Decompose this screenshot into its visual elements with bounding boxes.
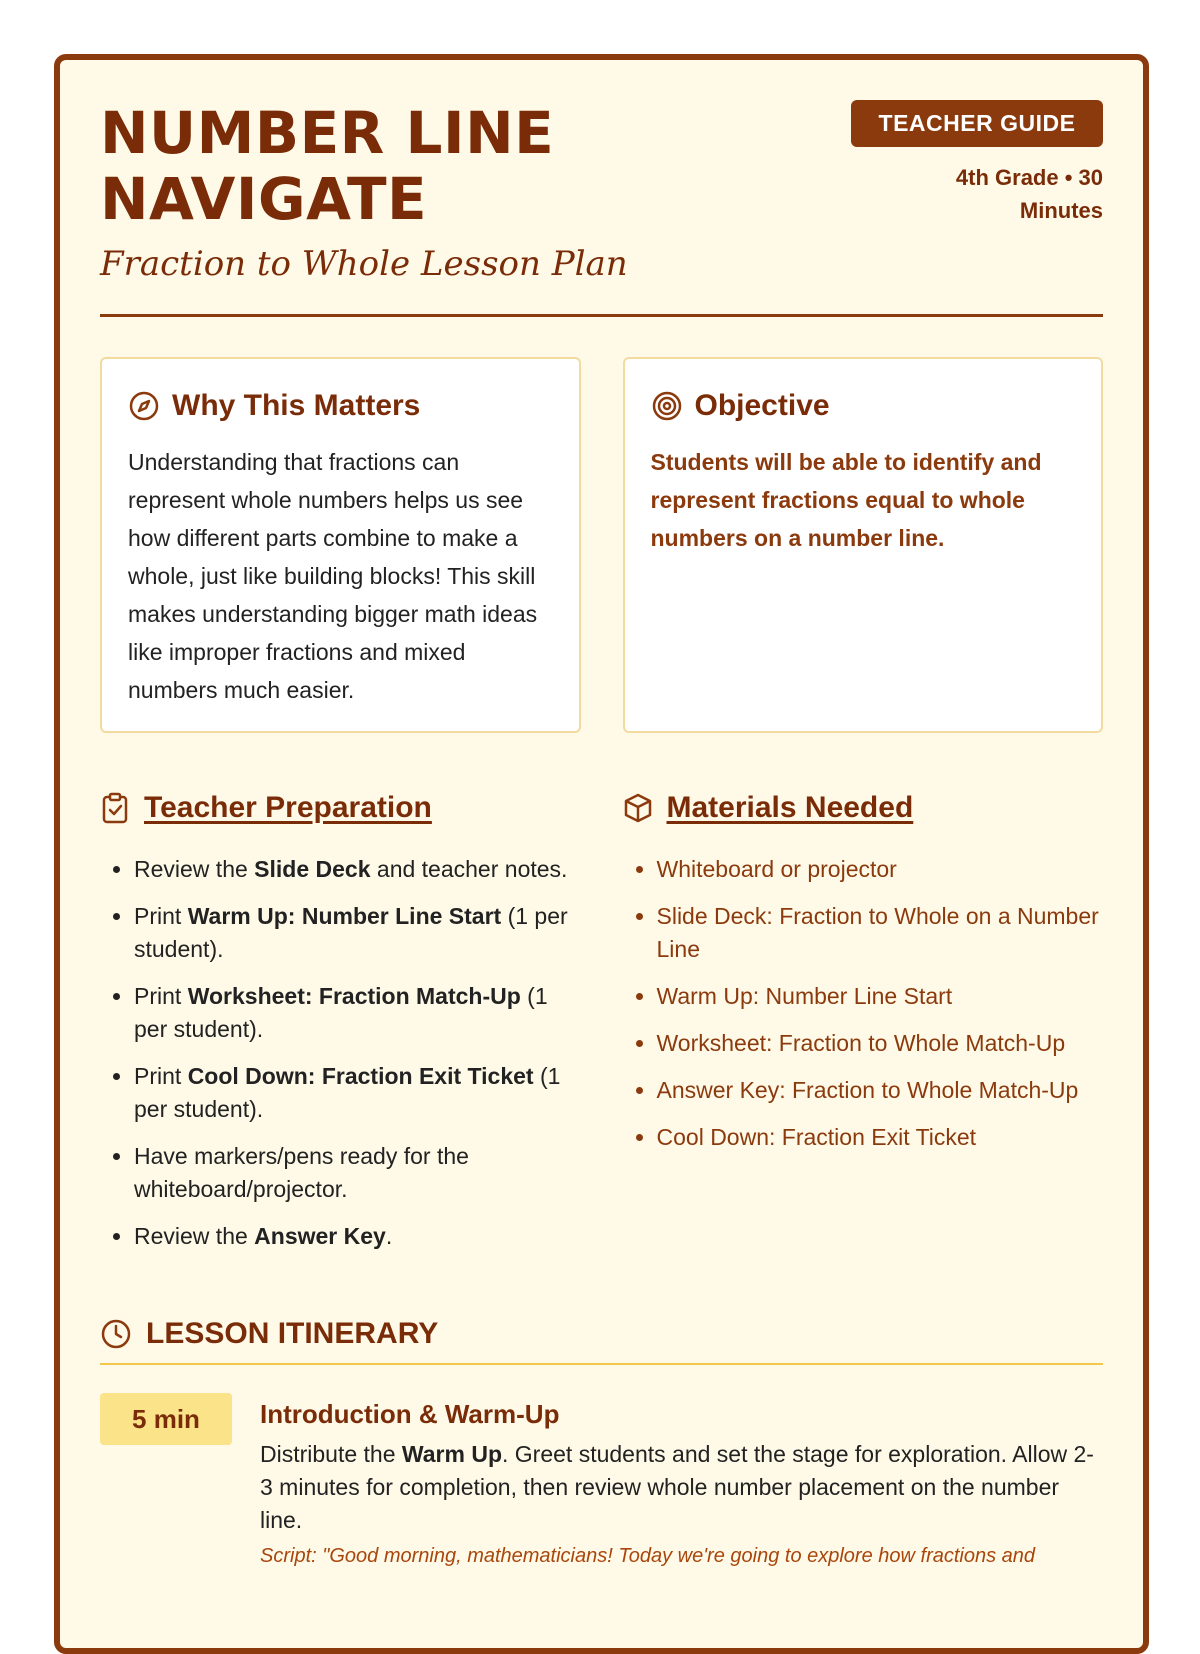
- step-title: Introduction & Warm-Up: [260, 1399, 560, 1429]
- materials-list: [623, 853, 1104, 1154]
- list-item: • Whiteboard or projector: [657, 853, 1104, 886]
- lesson-plan-page: [54, 54, 1149, 1654]
- title-line-1: NUMBER LINE: [100, 99, 555, 167]
- list-item: • Have markers/pens ready for the whiteboard/projector.: [134, 1140, 581, 1206]
- info-cards: [100, 357, 1103, 733]
- step-text: Distribute the Warm Up. Greet students and set the stage for exploration. Allow 2-3 minutes for completion, then review whole number placement on the number line.: [260, 1441, 1094, 1533]
- target-icon: [651, 390, 683, 422]
- materials-header: [623, 791, 1104, 825]
- list-item: • Review the Answer Key.: [134, 1220, 581, 1253]
- why-body: Understanding that fractions can represent whole numbers helps us see how different parts combine to make a whole, just like building blocks! This skill makes understanding bigger math ideas like improper fractions and mixed numbers much easier.: [128, 449, 538, 703]
- page-subtitle: Fraction to Whole Lesson Plan: [100, 244, 628, 284]
- list-item: • Answer Key: Fraction to Whole Match-Up: [657, 1074, 1104, 1107]
- list-item: • Review the Slide Deck and teacher notes.: [134, 853, 581, 886]
- badge-area: [851, 100, 1103, 227]
- teacher-prep-header: [100, 791, 581, 825]
- list-item: • Worksheet: Fraction to Whole Match-Up: [657, 1027, 1104, 1060]
- header-divider: [100, 314, 1103, 317]
- teacher-guide-badge: TEACHER GUIDE: [851, 100, 1103, 147]
- page-content: [100, 100, 1103, 1571]
- grade-duration: 4th Grade • 30 Minutes: [955, 165, 1103, 223]
- box-icon: [623, 792, 653, 824]
- page-header: [100, 100, 1103, 284]
- why-card: [100, 357, 581, 733]
- materials-column: [623, 791, 1104, 1267]
- why-title: Why This Matters: [172, 389, 421, 422]
- list-item: • Print Worksheet: Fraction Match-Up (1 per student).: [134, 980, 581, 1046]
- objective-card: [623, 357, 1104, 733]
- itinerary-step: [100, 1393, 1103, 1571]
- teacher-prep-list: [100, 853, 581, 1253]
- title-line-2: NAVIGATE: [100, 165, 428, 233]
- list-item: • Warm Up: Number Line Start: [657, 980, 1104, 1013]
- list-item: • Cool Down: Fraction Exit Ticket: [657, 1121, 1104, 1154]
- clipboard-check-icon: [100, 792, 130, 824]
- teacher-prep-title: Teacher Preparation: [144, 791, 432, 824]
- page-title: [100, 100, 800, 232]
- objective-card-header: [651, 389, 1076, 423]
- list-item: • Print Cool Down: Fraction Exit Ticket (1 per student).: [134, 1060, 581, 1126]
- step-time-badge: 5 min: [100, 1393, 232, 1445]
- compass-icon: [128, 390, 160, 422]
- step-script: Script: "Good morning, mathematicians! Today we're going to explore how fractions and: [260, 1545, 1036, 1567]
- objective-body: Students will be able to identify and represent fractions equal to whole numbers on a number line.: [650, 449, 1042, 551]
- itinerary-header: [100, 1317, 1103, 1351]
- teacher-prep-column: [100, 791, 581, 1267]
- materials-title: Materials Needed: [666, 791, 914, 824]
- prep-materials-section: [100, 791, 1103, 1267]
- step-body: [260, 1393, 1103, 1571]
- clock-icon: [100, 1318, 132, 1350]
- itinerary-title: LESSON ITINERARY: [146, 1317, 439, 1350]
- why-card-header: [128, 389, 553, 423]
- itinerary-divider: [100, 1363, 1103, 1365]
- list-item: • Slide Deck: Fraction to Whole on a Number Line: [657, 900, 1104, 966]
- objective-title: Objective: [694, 389, 830, 422]
- list-item: • Print Warm Up: Number Line Start (1 per student).: [134, 900, 581, 966]
